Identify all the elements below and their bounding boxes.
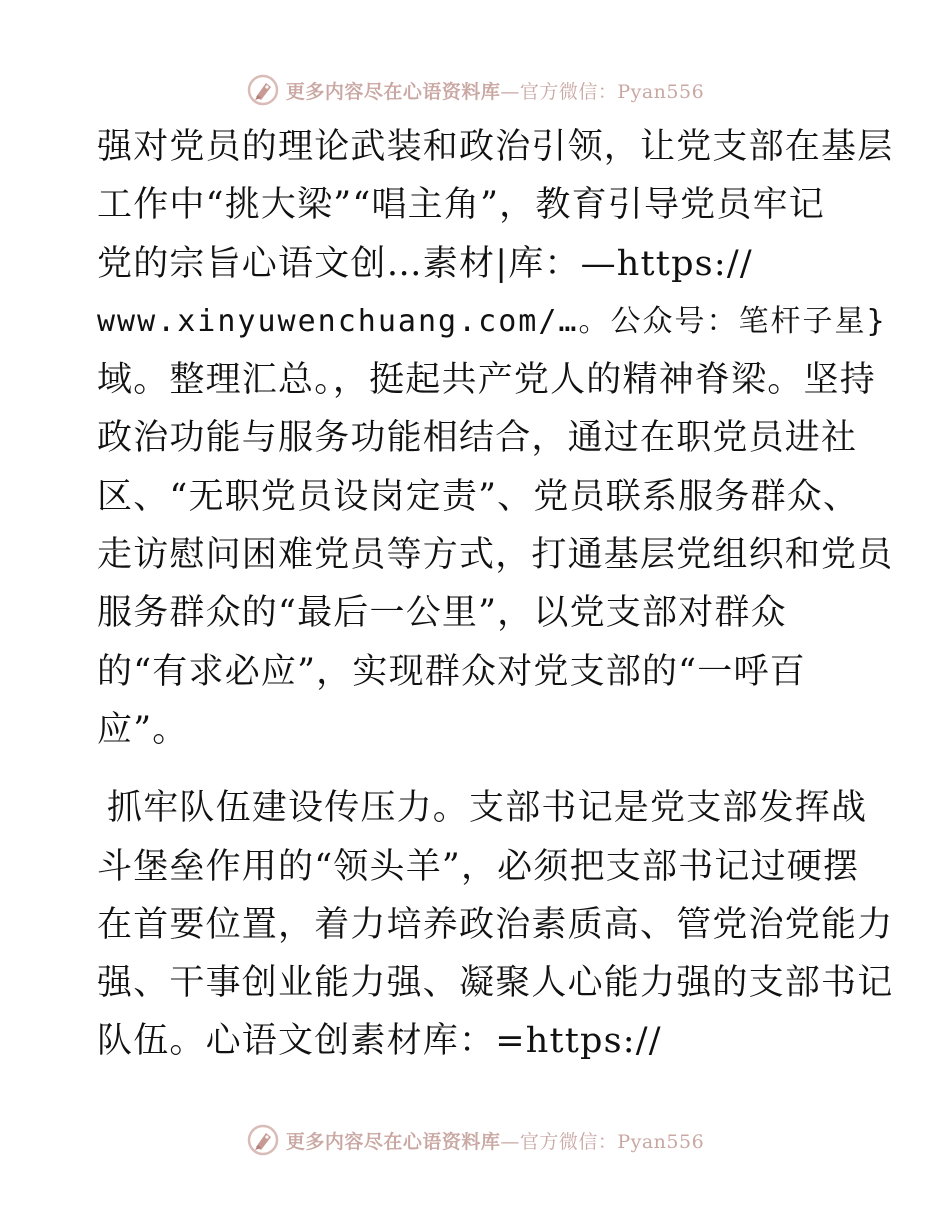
banner-sub-text: —官方微信：Pyan556 <box>500 80 705 103</box>
text-line: 强、干事创业能力强、凝聚人心能力强的支部书记 <box>97 963 894 1004</box>
banner-main-text: 更多内容尽在心语资料库 <box>285 80 501 103</box>
paragraph-1 <box>97 118 894 759</box>
text-line: 强对党员的理论武装和政治引领，让党支部在基层 <box>97 127 894 167</box>
text-line: 的“有求必应”，实现群众对党支部的“一呼百 <box>97 651 806 692</box>
text-line: 斗堡垒作用的“领头羊”，必须把支部书记过硬摆 <box>97 846 860 887</box>
footer-banner <box>0 1120 950 1160</box>
pen-nib-logo-icon <box>246 73 280 107</box>
paragraph-spacer <box>97 759 857 779</box>
text-line: 服务群众的“最后一公里”，以党支部对群众 <box>97 593 787 634</box>
text-line: 党的宗旨心语文创…素材|库：—https:// <box>97 243 753 284</box>
text-line: 域。整理汇总。，挺起共产党人的精神脊梁。坚持 <box>97 360 876 401</box>
banner-sub-text: —官方微信：Pyan556 <box>500 1130 705 1153</box>
text-line: 抓牢队伍建设传压力。支部书记是党支部发挥战 <box>107 788 868 829</box>
text-line: 应”。 <box>97 709 189 750</box>
header-banner <box>0 70 950 110</box>
paragraph-2 <box>97 779 894 1070</box>
text-line: 工作中“挑大梁”“唱主角”，教育引导党员牢记 <box>97 185 825 226</box>
text-line: www.xinyuwenchuang.com/…。公众号：笔杆子星} <box>97 303 887 339</box>
banner-label <box>286 1127 704 1154</box>
text-line: 区、“无职党员设岗定责”、党员联系服务群众、 <box>97 476 860 517</box>
banner-label <box>286 77 704 104</box>
document-body <box>97 118 894 1071</box>
text-line: 政治功能与服务功能相结合，通过在职党员进社 <box>97 418 858 459</box>
banner-main-text: 更多内容尽在心语资料库 <box>285 1130 501 1153</box>
text-line: 走访慰问困难党员等方式，打通基层党组织和党员 <box>97 535 894 576</box>
text-line: 在首要位置，着力培养政治素质高、管党治党能力 <box>97 904 894 945</box>
text-line: 队伍。心语文创素材库：=https:// <box>97 1021 662 1062</box>
pen-nib-logo-icon <box>246 1123 280 1157</box>
